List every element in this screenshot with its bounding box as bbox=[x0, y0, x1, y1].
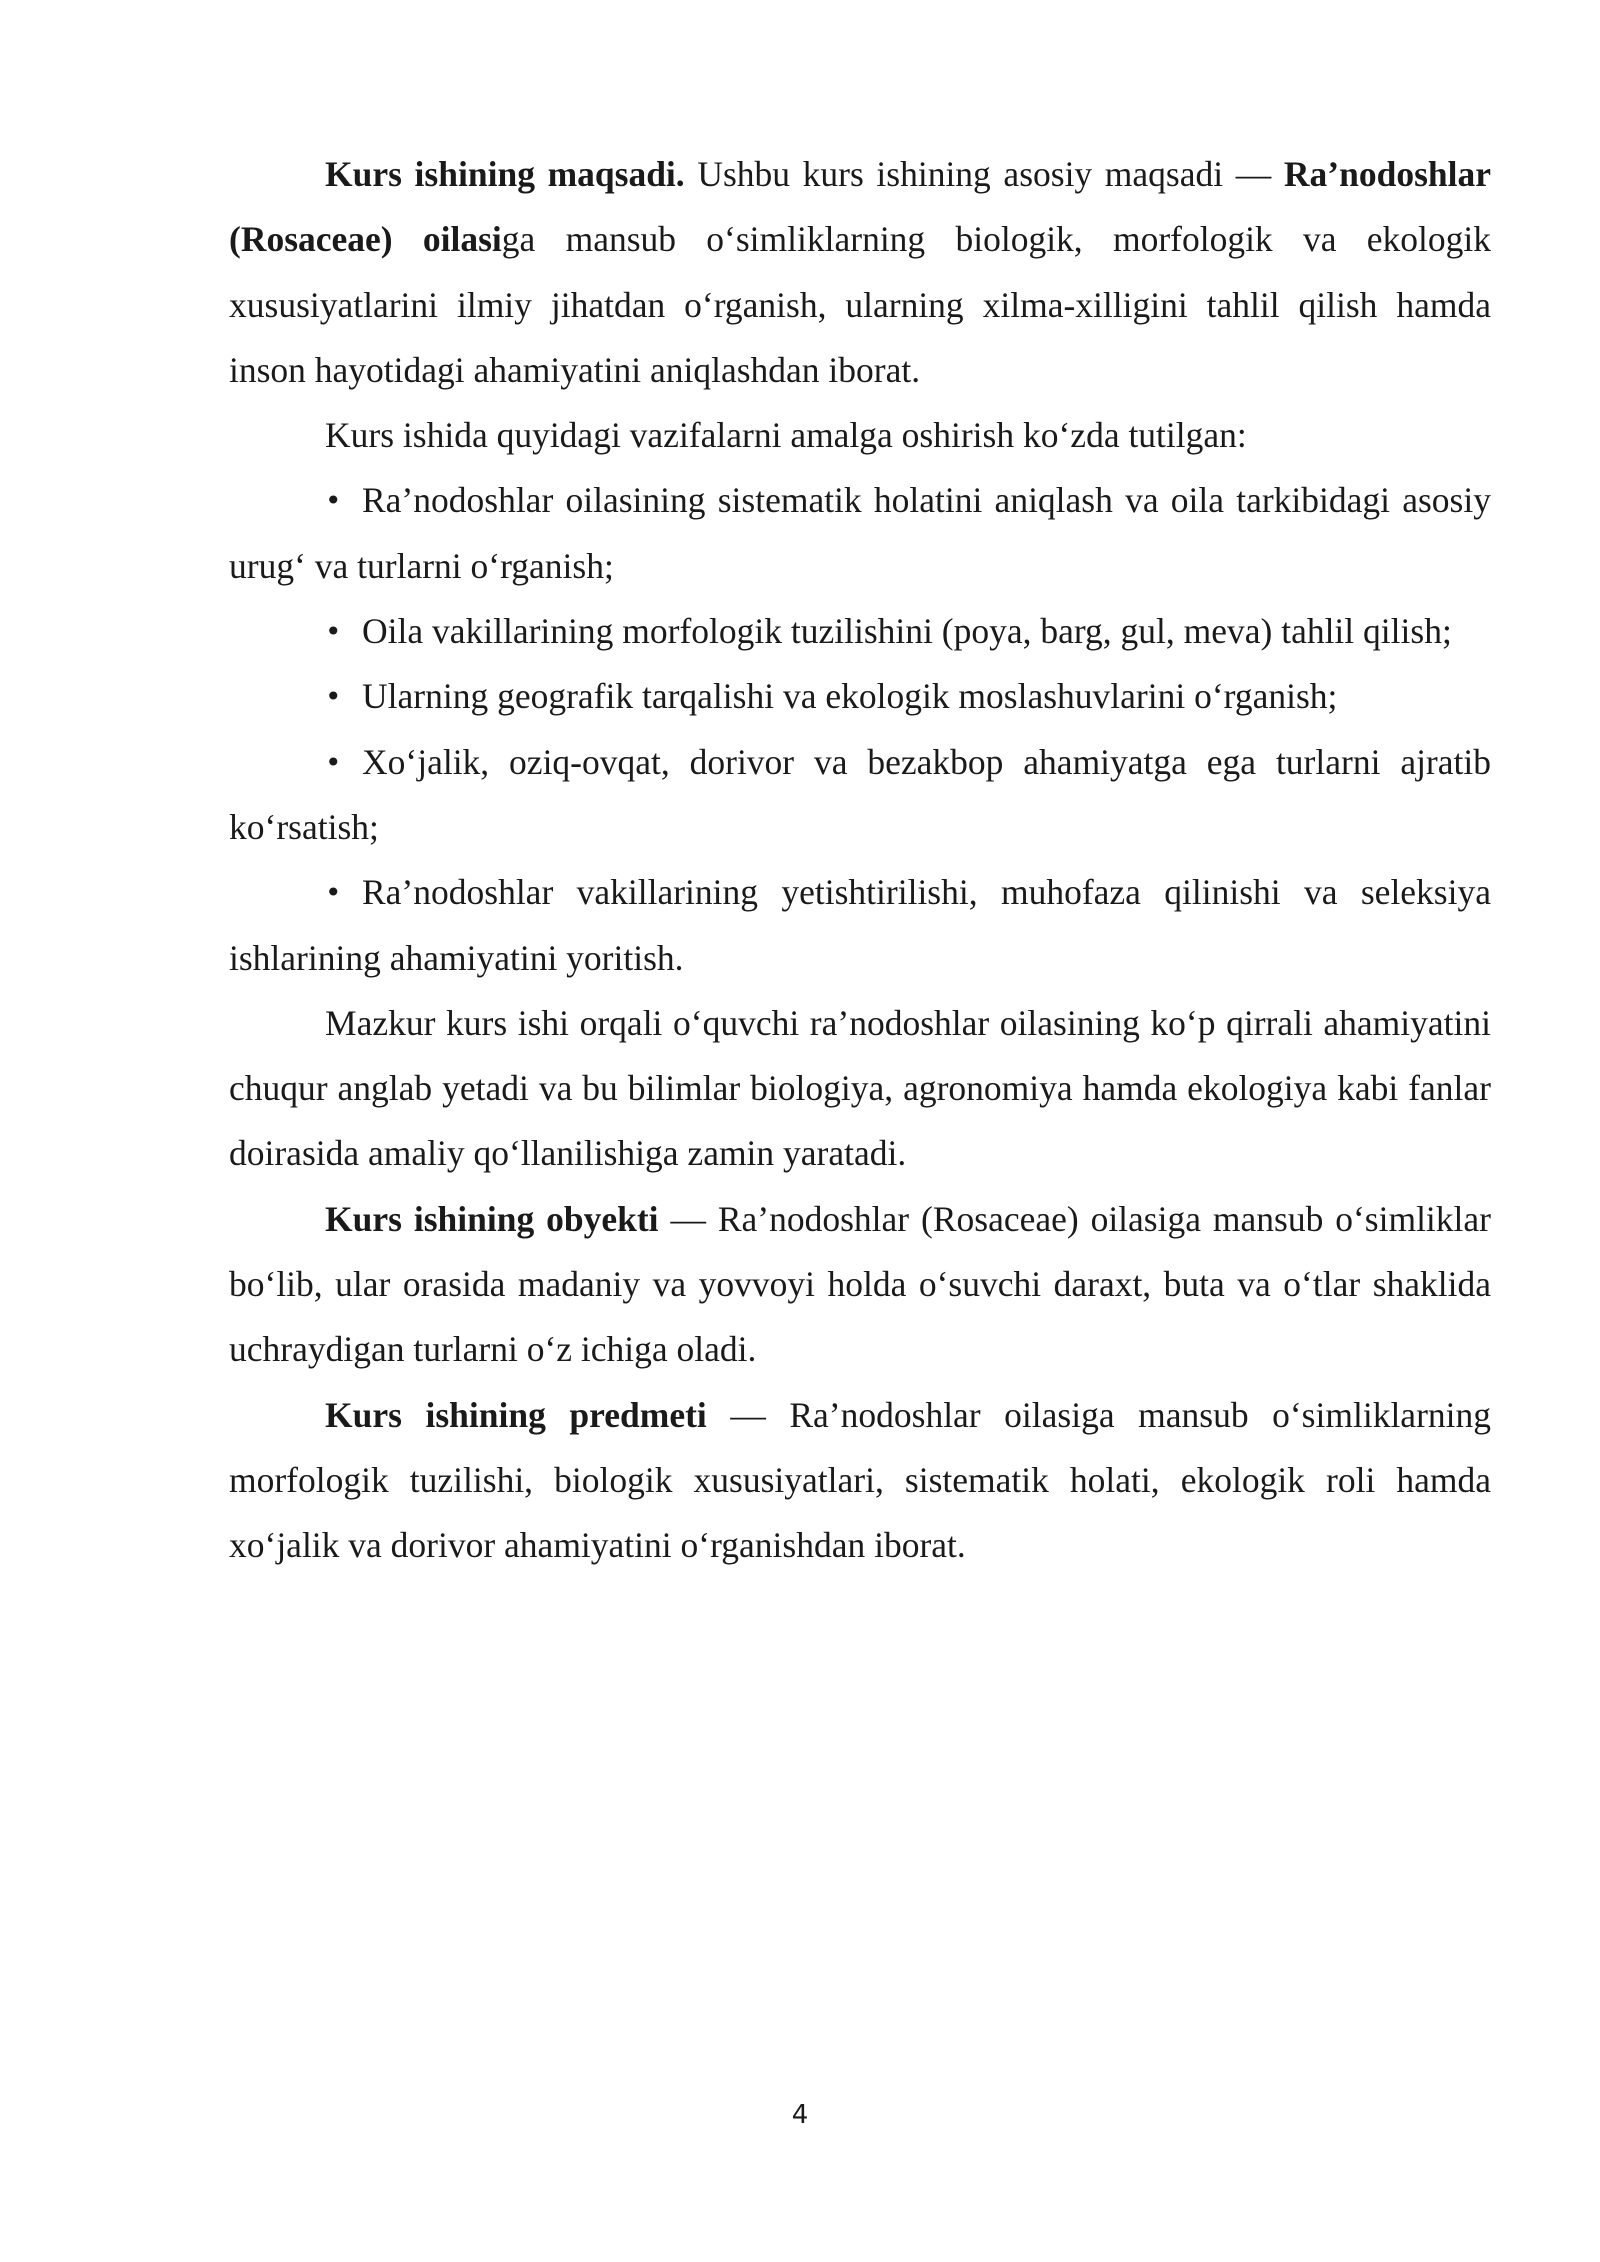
goal-heading: Kurs ishining maqsadi. bbox=[325, 154, 685, 194]
summary-paragraph: Mazkur kurs ishi orqali o‘quvchi ra’nodoshlar oilasining ko‘p qirrali ahamiyatini chuqur anglab yetadi va bu bilimlar biologiya, agronomiya hamda ekologiya kabi fanlar doirasida amaliy qo‘llanilishiga zamin yaratadi. bbox=[229, 1002, 1491, 1174]
task-text: Ra’nodoshlar vakillarining yetishtirilishi, muhofaza qilinishi va seleksiya ishlarining ahamiyatini yoritish. bbox=[229, 872, 1491, 978]
task-item bbox=[229, 664, 1491, 729]
tasks-intro: Kurs ishida quyidagi vazifalarni amalga oshirish ko‘zda tutilgan: bbox=[325, 415, 1247, 456]
task-text: Ra’nodoshlar oilasining sistematik holatini aniqlash va oila tarkibidagi asosiy urug‘ va turlarni o‘rganish; bbox=[229, 480, 1491, 586]
task-text: Oila vakillarining morfologik tuzilishini (poya, barg, gul, meva) tahlil qilish; bbox=[362, 611, 1452, 652]
object-heading: Kurs ishining obyekti bbox=[325, 1198, 659, 1239]
goal-text-b: ga mansub o‘simliklarning biologik, morfologik va ekologik xususiyatlarini ilmiy jihatdan o‘rganish, ularning xilma-xilligini tahlil qilish hamda inson hayotidagi ahamiyatini aniqlashdan iborat. bbox=[229, 219, 1491, 390]
bullet-icon: • bbox=[325, 680, 342, 714]
page-number: 4 bbox=[791, 2100, 809, 2130]
object-paragraph bbox=[229, 1187, 1491, 1383]
subject-paragraph bbox=[229, 1383, 1491, 1579]
subject-text: — Ra’nodoshlar oilasiga mansub o‘simliklarning morfologik tuzilishi, biologik xususiyatlari, sistematik holati, ekologik roli hamda xo‘jalik va dorivor ahamiyatini o‘rganishdan iborat. bbox=[229, 1394, 1492, 1566]
bullet-icon: • bbox=[325, 876, 342, 910]
task-text: Ularning geografik tarqalishi va ekologik moslashuvlarini o‘rganish; bbox=[362, 676, 1338, 717]
bullet-icon: • bbox=[325, 615, 342, 649]
bullet-icon: • bbox=[325, 484, 342, 518]
task-text: Xo‘jalik, oziq-ovqat, dorivor va bezakbop ahamiyatga ega turlarni ajratib ko‘rsatish; bbox=[229, 741, 1491, 847]
task-item bbox=[229, 468, 1491, 599]
page-body bbox=[229, 142, 1491, 1579]
bullet-icon: • bbox=[325, 745, 342, 779]
goal-paragraph bbox=[229, 142, 1491, 403]
task-item bbox=[229, 860, 1491, 991]
task-item bbox=[229, 730, 1491, 861]
subject-heading: Kurs ishining predmeti bbox=[325, 1394, 707, 1435]
family-name: Ra’nodoshlar (Rosaceae) oilasi bbox=[229, 154, 1491, 260]
goal-text-a: Ushbu kurs ishining asosiy maqsadi — bbox=[684, 154, 1284, 194]
object-text: — Ra’nodoshlar (Rosaceae) oilasiga mansub o‘simliklar bo‘lib, ular orasida madaniy va yovvoyi holda o‘suvchi daraxt, buta va o‘tlar shaklida uchraydigan turlarni o‘z ichiga oladi. bbox=[229, 1198, 1491, 1370]
task-item bbox=[229, 599, 1491, 664]
